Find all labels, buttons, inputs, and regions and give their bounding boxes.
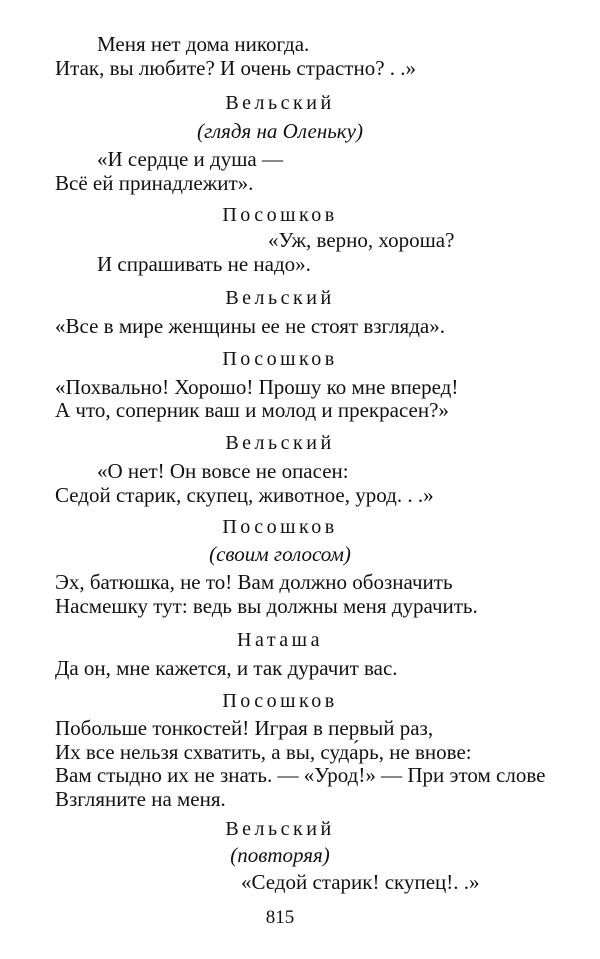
speaker-name: Вельский bbox=[225, 287, 335, 309]
verse-line: Всё ей принадлежит». bbox=[55, 171, 254, 195]
speaker-name: Наташа bbox=[237, 629, 323, 651]
stage-direction: (повторяя) bbox=[230, 843, 330, 867]
verse-line: «И сердце и душа — bbox=[97, 147, 283, 171]
stage-direction: (своим голосом) bbox=[209, 542, 351, 566]
stage-direction: (глядя на Оленьку) bbox=[197, 119, 363, 143]
verse-line: Их все нельзя схватить, а вы, суда́рь, не внове: bbox=[55, 740, 472, 764]
speaker-name: Вельский bbox=[225, 92, 335, 114]
speaker-name: Посошков bbox=[222, 204, 338, 226]
verse-line: Седой старик, скупец, животное, урод. . .» bbox=[55, 483, 434, 507]
verse-line: А что, соперник ваш и молод и прекрасен?» bbox=[55, 398, 449, 422]
verse-line: Меня нет дома никогда. bbox=[97, 32, 310, 56]
speaker-name: Посошков bbox=[222, 516, 338, 538]
speaker-name: Вельский bbox=[225, 432, 335, 454]
verse-line: И спрашивать не надо». bbox=[97, 252, 311, 276]
verse-line: Взгляните на меня. bbox=[55, 787, 226, 811]
verse-line: Вам стыдно их не знать. — «Урод!» — При этом слове bbox=[55, 763, 546, 787]
verse-line: «Похвально! Хорошо! Прошу ко мне вперед! bbox=[55, 375, 459, 399]
speaker-name: Посошков bbox=[222, 348, 338, 370]
verse-line: Насмешку тут: ведь вы должны меня дурачить. bbox=[55, 594, 478, 618]
speaker-name: Посошков bbox=[222, 690, 338, 712]
verse-line: «Седой старик! скупец!. .» bbox=[241, 870, 480, 894]
speaker-name: Вельский bbox=[225, 818, 335, 840]
verse-line: Итак, вы любите? И очень страстно? . .» bbox=[55, 56, 417, 80]
verse-line: «Все в мире женщины ее не стоят взгляда». bbox=[55, 314, 445, 338]
verse-line: Побольше тонкостей! Играя в первый раз, bbox=[55, 716, 434, 740]
verse-line: «О нет! Он вовсе не опасен: bbox=[97, 459, 349, 483]
verse-line: Эх, батюшка, не то! Вам должно обозначить bbox=[55, 570, 453, 594]
verse-line: «Уж, верно, хороша? bbox=[268, 228, 455, 252]
page-number: 815 bbox=[265, 907, 295, 928]
verse-line: Да он, мне кажется, и так дурачит вас. bbox=[55, 656, 398, 680]
